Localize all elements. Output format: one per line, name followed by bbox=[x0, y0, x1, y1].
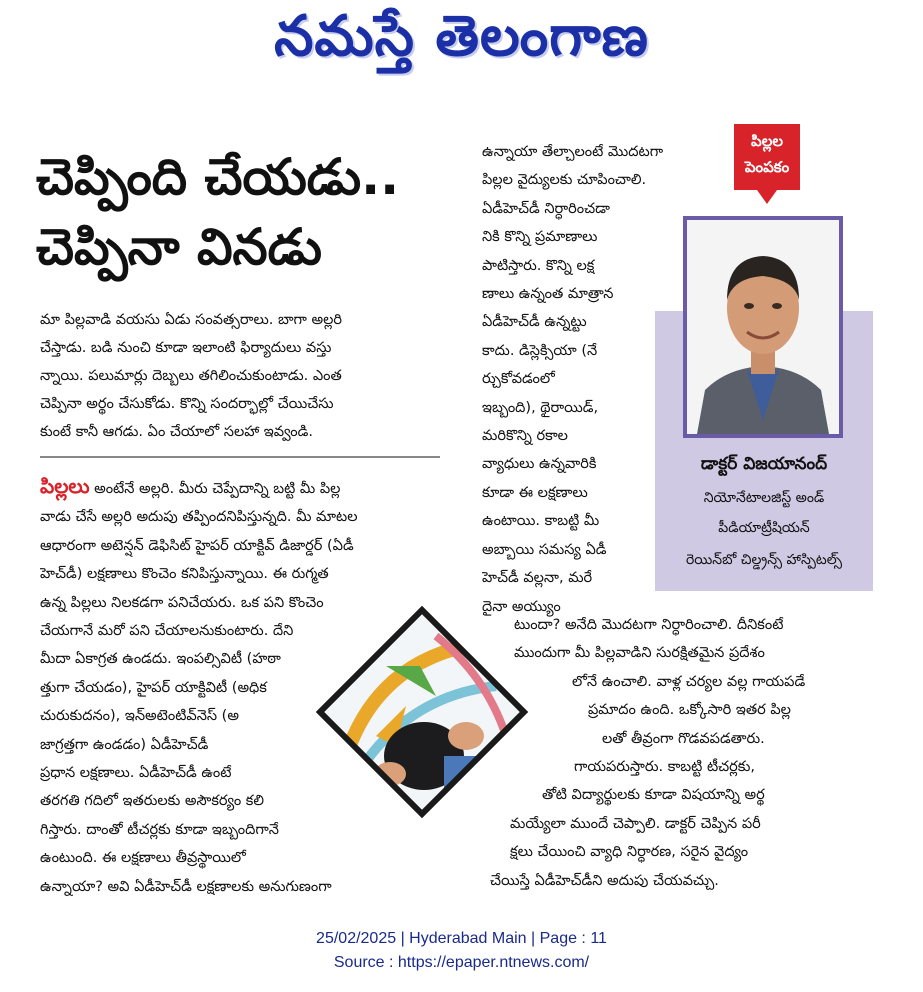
answer-line: వ్యాధులు ఉన్నవారికి bbox=[482, 456, 597, 473]
answer-line: కాదు. డిస్లెక్సియా (నే bbox=[482, 342, 598, 359]
answer-line: తోటి విద్యార్థులకు కూడా విషయాన్ని అర్థ bbox=[542, 787, 765, 804]
child-illustration bbox=[316, 606, 528, 818]
doctor-hospital: రెయిన్‌బో చిల్డ్రన్స్ హాస్పిటల్స్ bbox=[685, 552, 843, 568]
question-text bbox=[40, 306, 440, 446]
doctor-portrait-icon bbox=[687, 220, 839, 434]
answer-line: గాయపరుస్తారు. కాబట్టి టీచర్లకు, bbox=[574, 759, 755, 776]
answer-line: పిల్లల వైద్యులకు చూపించాలి. bbox=[482, 172, 647, 189]
headline-line-1: చెప్పింది చేయడు.. bbox=[36, 148, 400, 206]
answer-line: మయ్యేలా ముందే చెప్పాలి. డాక్టర్ చెప్పిన పరీ bbox=[510, 815, 761, 832]
doctor-title-2: పీడియాట్రీషియన్ bbox=[718, 520, 810, 536]
answer-line: లతో తీవ్రంగా గొడవపడతారు. bbox=[602, 730, 765, 747]
answer-line: చేయిస్తే ఏడీహెచ్‌డీని అదుపు చేయవచ్చు. bbox=[490, 872, 719, 889]
kicker-line-2: పెంపకం bbox=[744, 158, 790, 176]
answer-line: త్తుగా చేయడం), హైపర్ యాక్టివిటీ (అధిక bbox=[40, 679, 267, 696]
answer-line: ఉంటుంది. ఈ లక్షణాలు తీవ్రస్థాయిలో bbox=[40, 850, 246, 867]
answer-line: అబ్బాయి సమస్య ఏడీ bbox=[482, 541, 607, 558]
answer-line: ఏడీహెచ్‌డీ ఉన్నట్టు bbox=[482, 314, 587, 331]
footer-edition: 25/02/2025 | Hyderabad Main | Page : 11 bbox=[316, 930, 607, 947]
answer-line: ప్రధాన లక్షణాలు. ఏడీహెచ్‌డీ ఉంటే bbox=[40, 765, 232, 782]
answer-line: లోనే ఉంచాలి. వాళ్ల చర్యల వల్ల గాయపడే bbox=[572, 673, 806, 690]
kicker-line-1: పిల్లల bbox=[751, 132, 783, 150]
footer-source: Source : https://epaper.ntnews.com/ bbox=[333, 954, 590, 971]
answer-line: ముందుగా మీ పిల్లవాడిని సురక్షితమైన ప్రదేశం bbox=[514, 645, 765, 662]
section-divider bbox=[40, 456, 440, 458]
answer-line: తరగతి గదిలో ఇతరులకు అసౌకర్యం కలి bbox=[40, 793, 264, 810]
question-line: న్నాయి. పలుమార్లు దెబ్బలు తగిలించుకుంటాడు. ఎంత bbox=[40, 368, 342, 384]
answer-line: మీదా ఏకాగ్రత ఉండదు. ఇంపల్సివిటీ (హఠా bbox=[40, 651, 281, 668]
doctor-name: డాక్టర్ విజయానంద్ bbox=[700, 454, 828, 474]
answer-line: క్షలు చేయించి వ్యాధి నిర్ధారణ, సరైన వైద్యం bbox=[510, 844, 749, 861]
answer-line: ఉన్నాయా తేల్చాలంటే మొదటగా bbox=[482, 144, 664, 160]
answer-line: చేయగానే మరో పని చేయాలనుకుంటారు. దేని bbox=[40, 623, 294, 640]
answer-line: గిస్తారు. దాంతో టీచర్లకు కూడా ఇబ్బందిగానే bbox=[40, 821, 279, 838]
question-line: చేస్తాడు. బడి నుంచి కూడా ఇలాంటి ఫిర్యాదులు వస్తు bbox=[40, 340, 332, 356]
answer-line: పాటిస్తారు. కొన్ని లక్ష bbox=[482, 257, 595, 274]
answer-first-line bbox=[40, 472, 440, 503]
answer-line: ఏడీహెచ్‌డీ నిర్ధారించడా bbox=[482, 200, 610, 217]
answer-line: ఉంటాయి. కాబట్టి మీ bbox=[482, 513, 600, 530]
question-line: మా పిల్లవాడి వయసు ఏడు సంవత్సరాలు. బాగా అల్లరి bbox=[40, 312, 342, 328]
answer-line: కూడా ఈ లక్షణాలు bbox=[482, 484, 588, 501]
answer-column-2-bottom bbox=[470, 611, 890, 895]
answer-line: ఉన్న పిల్లలు నిలకడగా పనిచేయరు. ఒక పని కొంచెం bbox=[40, 594, 324, 611]
answer-column-2 bbox=[482, 138, 672, 621]
masthead bbox=[0, 0, 923, 80]
headline-line-2: చెప్పినా వినడు bbox=[36, 218, 322, 276]
answer-line: హెచ్‌డీ) లక్షణాలు కొంచెం కనిపిస్తున్నాయి. ఈ రుగ్మత bbox=[40, 566, 329, 583]
question-line: కుంటే కానీ ఆగడు. ఏం చేయాలో సలహా ఇవ్వండి. bbox=[40, 424, 313, 440]
answer-line: జాగ్రత్తగా ఉండడం) ఏడీహెచ్‌డీ bbox=[40, 736, 209, 753]
answer-line: టుందా? అనేది మొదటగా నిర్ధారించాలి. దీనికంటే bbox=[514, 617, 784, 633]
doctor-title-1: నియోనేటాలజిస్ట్ అండ్ bbox=[703, 490, 825, 506]
answer-first-line-rest: అంటేనే అల్లరి. మీరు చెప్పేదాన్ని బట్టి మీ పిల్ల bbox=[89, 481, 341, 497]
stressed-child-icon bbox=[316, 606, 528, 818]
answer-line: నికి కొన్ని ప్రమాణాలు bbox=[482, 229, 598, 246]
answer-line: వాడు చేసే అల్లరి అదుపు తప్పిందనిపిస్తున్నది. మీ మాటల bbox=[40, 509, 358, 526]
kicker-arrow bbox=[757, 190, 777, 204]
answer-line: దైనా అయ్యుం bbox=[482, 598, 561, 615]
answer-line: ప్రమాదం ఉంది. ఒక్కోసారి ఇతర పిల్ల bbox=[588, 702, 791, 719]
masthead-title: నమస్తే తెలంగాణ bbox=[274, 4, 649, 69]
answer-line: మరికొన్ని రకాల bbox=[482, 428, 568, 445]
doctor-photo bbox=[683, 216, 843, 438]
answer-line: ఆధారంగా అటెన్షన్ డెఫిసిట్ హైపర్ యాక్టివ్ డిజార్డర్ (ఏడీ bbox=[40, 537, 354, 554]
answer-line: ణాలు ఉన్నంత మాత్రాన bbox=[482, 286, 614, 303]
answer-line: ర్చుకోవడంలో bbox=[482, 371, 555, 388]
section-kicker bbox=[734, 124, 800, 190]
answer-line: చురుకుదనం), ఇన్‌అటెంటివ్‌నెస్ (అ bbox=[40, 708, 239, 725]
answer-line: హెచ్‌డీ వల్లనా, మరే bbox=[482, 570, 593, 587]
lead-word: పిల్లలు bbox=[40, 474, 90, 498]
answer-line: ఉన్నాయా? అవి ఏడీహెచ్‌డీ లక్షణాలకు అనుగుణంగా bbox=[40, 878, 332, 895]
answer-line: ఇబ్బంది), థైరాయిడ్, bbox=[482, 399, 599, 416]
question-line: చెప్పినా అర్థం చేసుకోడు. కొన్ని సందర్భాల్లో చేయిచేసు bbox=[40, 396, 334, 412]
